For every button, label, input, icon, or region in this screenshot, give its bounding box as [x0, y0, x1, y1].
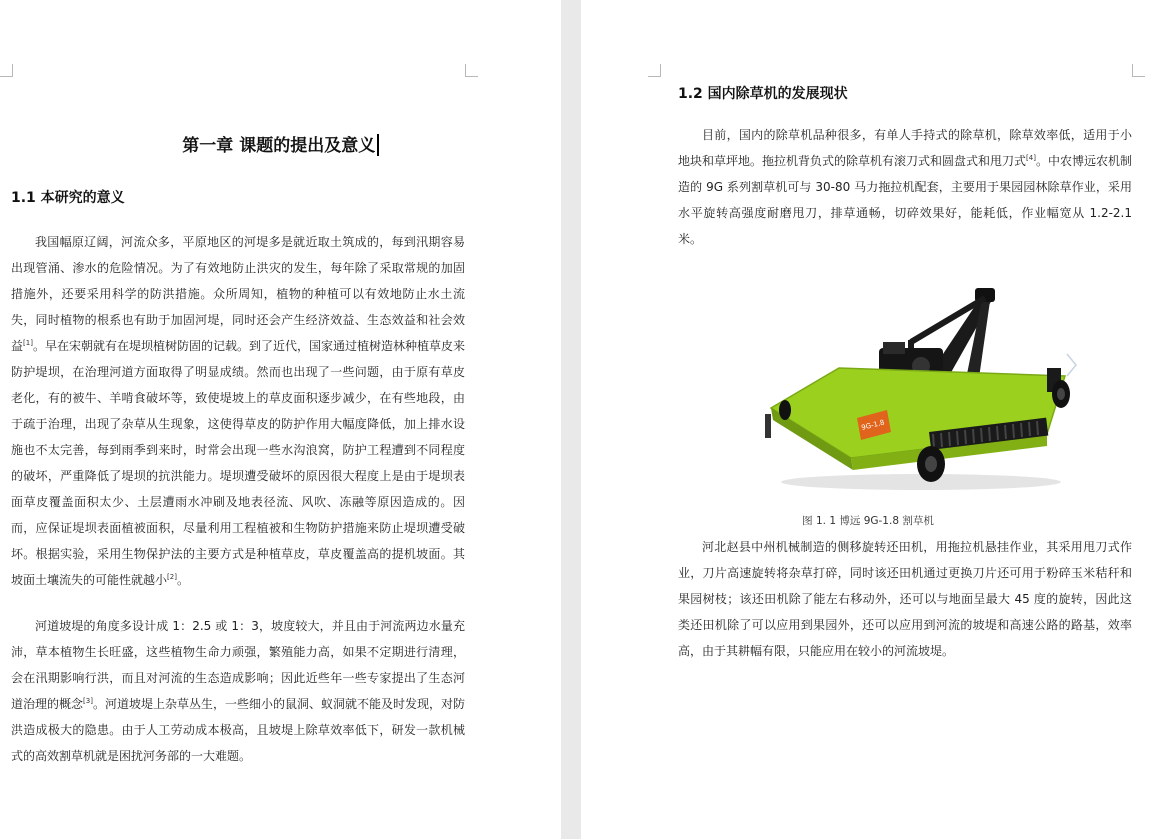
paragraph-text: 。早在宋朝就有在堤坝植树防固的记载。到了近代，国家通过植树造林种植草皮来防护堤坝，在治理河道方面取得了明显成绩。然而也出现了一些问题，由于原有草皮老化，有的被牛、羊啃食破坏等，致使堤坡上的草皮面积逐步减少，在有些地段，由于疏于治理，出现了杂草从生现象，这使得草皮的防护作用大幅度降低，加上排水设施也不太完善，每到雨季到来时，时常会出现一些水沟浪窝，防护工程遭到不同程度的破坏，严重降低了堤坝的抗洪能力。堤坝遭受破坏的原因很大程度上是由于堤坝表面草皮覆盖面积太少、土层遭雨水冲刷及地表径流、风吹、冻融等原因造成的。因而，应保证堤坝表面植被面积，尽量利用工程植被和生物防护措施来防止堤坝遭受破坏。根据实验，采用生物保护法的主要方式是种植草皮，草皮覆盖高的提机坡面。其坡面土壤流失的可能性就越小 — [11, 339, 465, 587]
paragraph-text: 我国幅原辽阔，河流众多，平原地区的河堤多是就近取土筑成的，每到汛期容易出现管涌、渗水的危险情况。为了有效地防止洪灾的发生，每年除了采取常规的加固措施外，还要采用科学的防洪措施。众所周知，植物的种植可以有效地防止水土流失，同时植物的根系也有助于加固河堤，同时还会产生经济效益、生态效益和社会效益 — [11, 235, 465, 353]
chevron-right-icon[interactable] — [1062, 350, 1080, 380]
paragraph-text: 。河道坡堤上杂草丛生，一些细小的鼠洞、蚁洞就不能及时发现，对防洪造成极大的隐患。由于人工劳动成本极高，且坡堤上除草效率低下，研发一款机械式的高效割草机就是困扰河务部的一大难题。 — [11, 697, 465, 763]
section-1-1-paragraph-2 — [11, 613, 465, 769]
section-1-1-paragraph-1 — [11, 229, 465, 593]
chapter-title-text: 第一章 课题的提出及意义 — [182, 136, 376, 156]
crop-mark-top-left — [0, 64, 13, 77]
document-page-right — [581, 0, 1155, 839]
paragraph-text: 。 — [176, 573, 189, 587]
citation-4[interactable]: [4] — [1026, 154, 1036, 162]
machine-model-label: 9G-1.8 — [860, 418, 886, 432]
section-heading-1-1: 1.1 本研究的意义 — [11, 190, 125, 206]
paragraph-text: 。中农博远农机制造的 9G 系列割草机可与 30-80 马力拖拉机配套，主要用于果园园林除草作业，采用水平旋转高强度耐磨甩刀，排草通畅，切碎效果好，能耗低，作业幅宽从 1.2-2.1 米。 — [678, 154, 1132, 246]
citation-1[interactable]: [1] — [23, 339, 33, 347]
figure-caption: 图 1. 1 博远 9G-1.8 割草机 — [802, 515, 934, 527]
document-page-left — [0, 0, 561, 839]
text-cursor — [377, 134, 379, 156]
chapter-title — [0, 134, 561, 158]
crop-mark-top-right — [465, 64, 478, 77]
section-1-2-paragraph-1 — [678, 122, 1132, 252]
section-heading-1-2: 1.2 国内除草机的发展现状 — [678, 86, 848, 102]
mower-figure-image[interactable] — [761, 282, 1081, 494]
citation-2[interactable]: [2] — [167, 573, 177, 581]
crop-mark-top-left — [648, 64, 661, 77]
paragraph-text: 目前，国内的除草机品种很多，有单人手持式的除草机，除草效率低，适用于小地块和草坪地。拖拉机背负式的除草机有滚刀式和圆盘式和甩刀式 — [678, 128, 1132, 168]
paragraph-text: 河道坡堤的角度多设计成 1：2.5 或 1：3，坡度较大，并且由于河流两边水量充沛，草本植物生长旺盛，这些植物生命力顽强，繁殖能力高，如果不定期进行清理，会在汛期影响行洪，而且对河流的生态造成影响；因此近些年一些专家提出了生态河道治理的概念 — [11, 619, 465, 711]
citation-3[interactable]: [3] — [83, 697, 93, 705]
section-1-2-paragraph-2: 河北赵县中州机械制造的侧移旋转还田机，用拖拉机悬挂作业，其采用甩刀式作业，刀片高速旋转将杂草打碎，同时该还田机通过更换刀片还可用于粉碎玉米秸秆和果园树枝；该还田机除了能左右移动外，还可以与地面呈最大 45 度的旋转，因此这类还田机除了可以应用到果园外，还可以应用到河流的坡堤和高速公路的路基，效率高，由于其耕幅有限，只能应用在较小的河流坡堤。 — [678, 540, 1132, 658]
crop-mark-top-right — [1132, 64, 1145, 77]
